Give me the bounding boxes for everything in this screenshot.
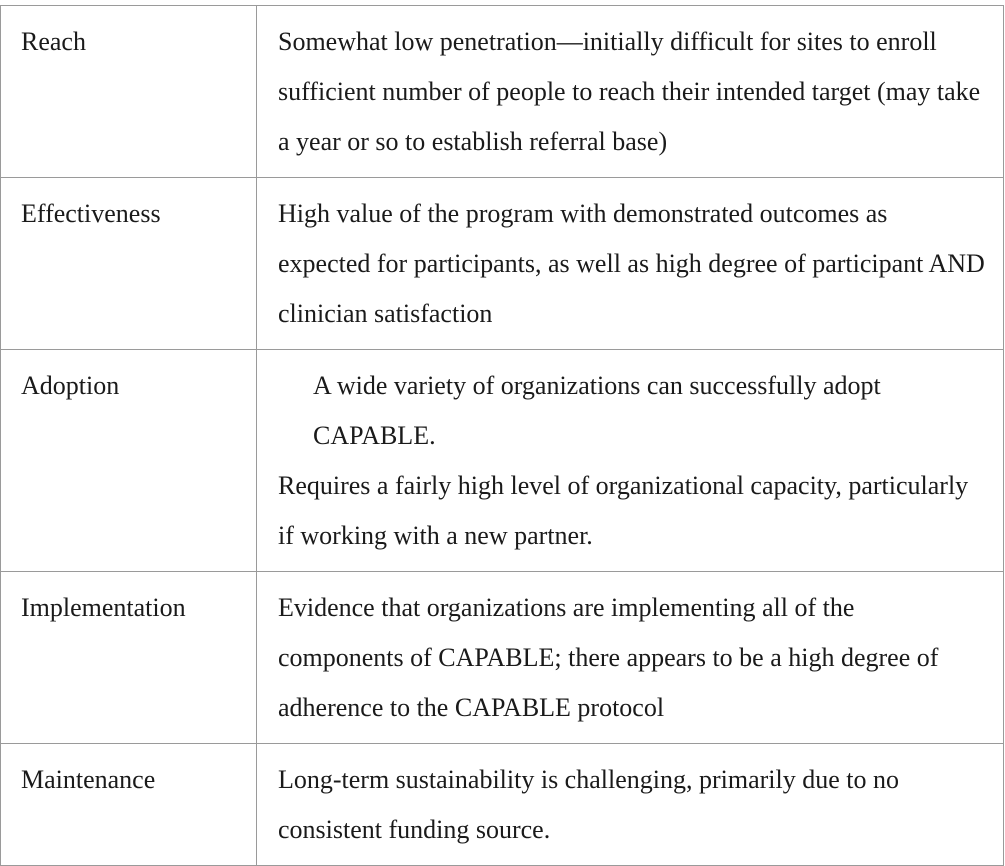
description-paragraph: Somewhat low penetration—initially difficult for sites to enroll sufficient number of people to reach their intended target (may take a year or so to establish referral base) bbox=[278, 27, 981, 156]
table-row-reach bbox=[1, 6, 1004, 178]
dimension-cell-adoption: Adoption bbox=[1, 350, 257, 572]
dimension-cell-maintenance: Maintenance bbox=[1, 744, 257, 866]
re-aim-table bbox=[0, 5, 1004, 866]
table-row-maintenance bbox=[1, 744, 1004, 866]
table-row-effectiveness bbox=[1, 178, 1004, 350]
description-paragraph: Long-term sustainability is challenging, primarily due to no consistent funding source. bbox=[278, 765, 899, 844]
dimension-cell-implementation: Implementation bbox=[1, 572, 257, 744]
description-paragraph: Requires a fairly high level of organizational capacity, particularly if working with a new partner. bbox=[278, 471, 969, 550]
description-paragraph: Evidence that organizations are implementing all of the components of CAPABLE; there appears to be a high degree of adherence to the CAPABLE protocol bbox=[278, 593, 939, 722]
table-row-implementation bbox=[1, 572, 1004, 744]
description-cell-maintenance bbox=[257, 744, 1004, 866]
description-cell-effectiveness bbox=[257, 178, 1004, 350]
description-paragraph-indented: A wide variety of organizations can successfully adopt CAPABLE. bbox=[313, 371, 881, 450]
description-cell-reach bbox=[257, 6, 1004, 178]
description-cell-adoption bbox=[257, 350, 1004, 572]
dimension-cell-reach: Reach bbox=[1, 6, 257, 178]
description-cell-implementation bbox=[257, 572, 1004, 744]
description-paragraph: High value of the program with demonstrated outcomes as expected for participants, as well as high degree of participant AND clinician satisfaction bbox=[278, 199, 985, 328]
re-aim-table-container bbox=[0, 5, 1004, 866]
table-row-adoption bbox=[1, 350, 1004, 572]
dimension-cell-effectiveness: Effectiveness bbox=[1, 178, 257, 350]
